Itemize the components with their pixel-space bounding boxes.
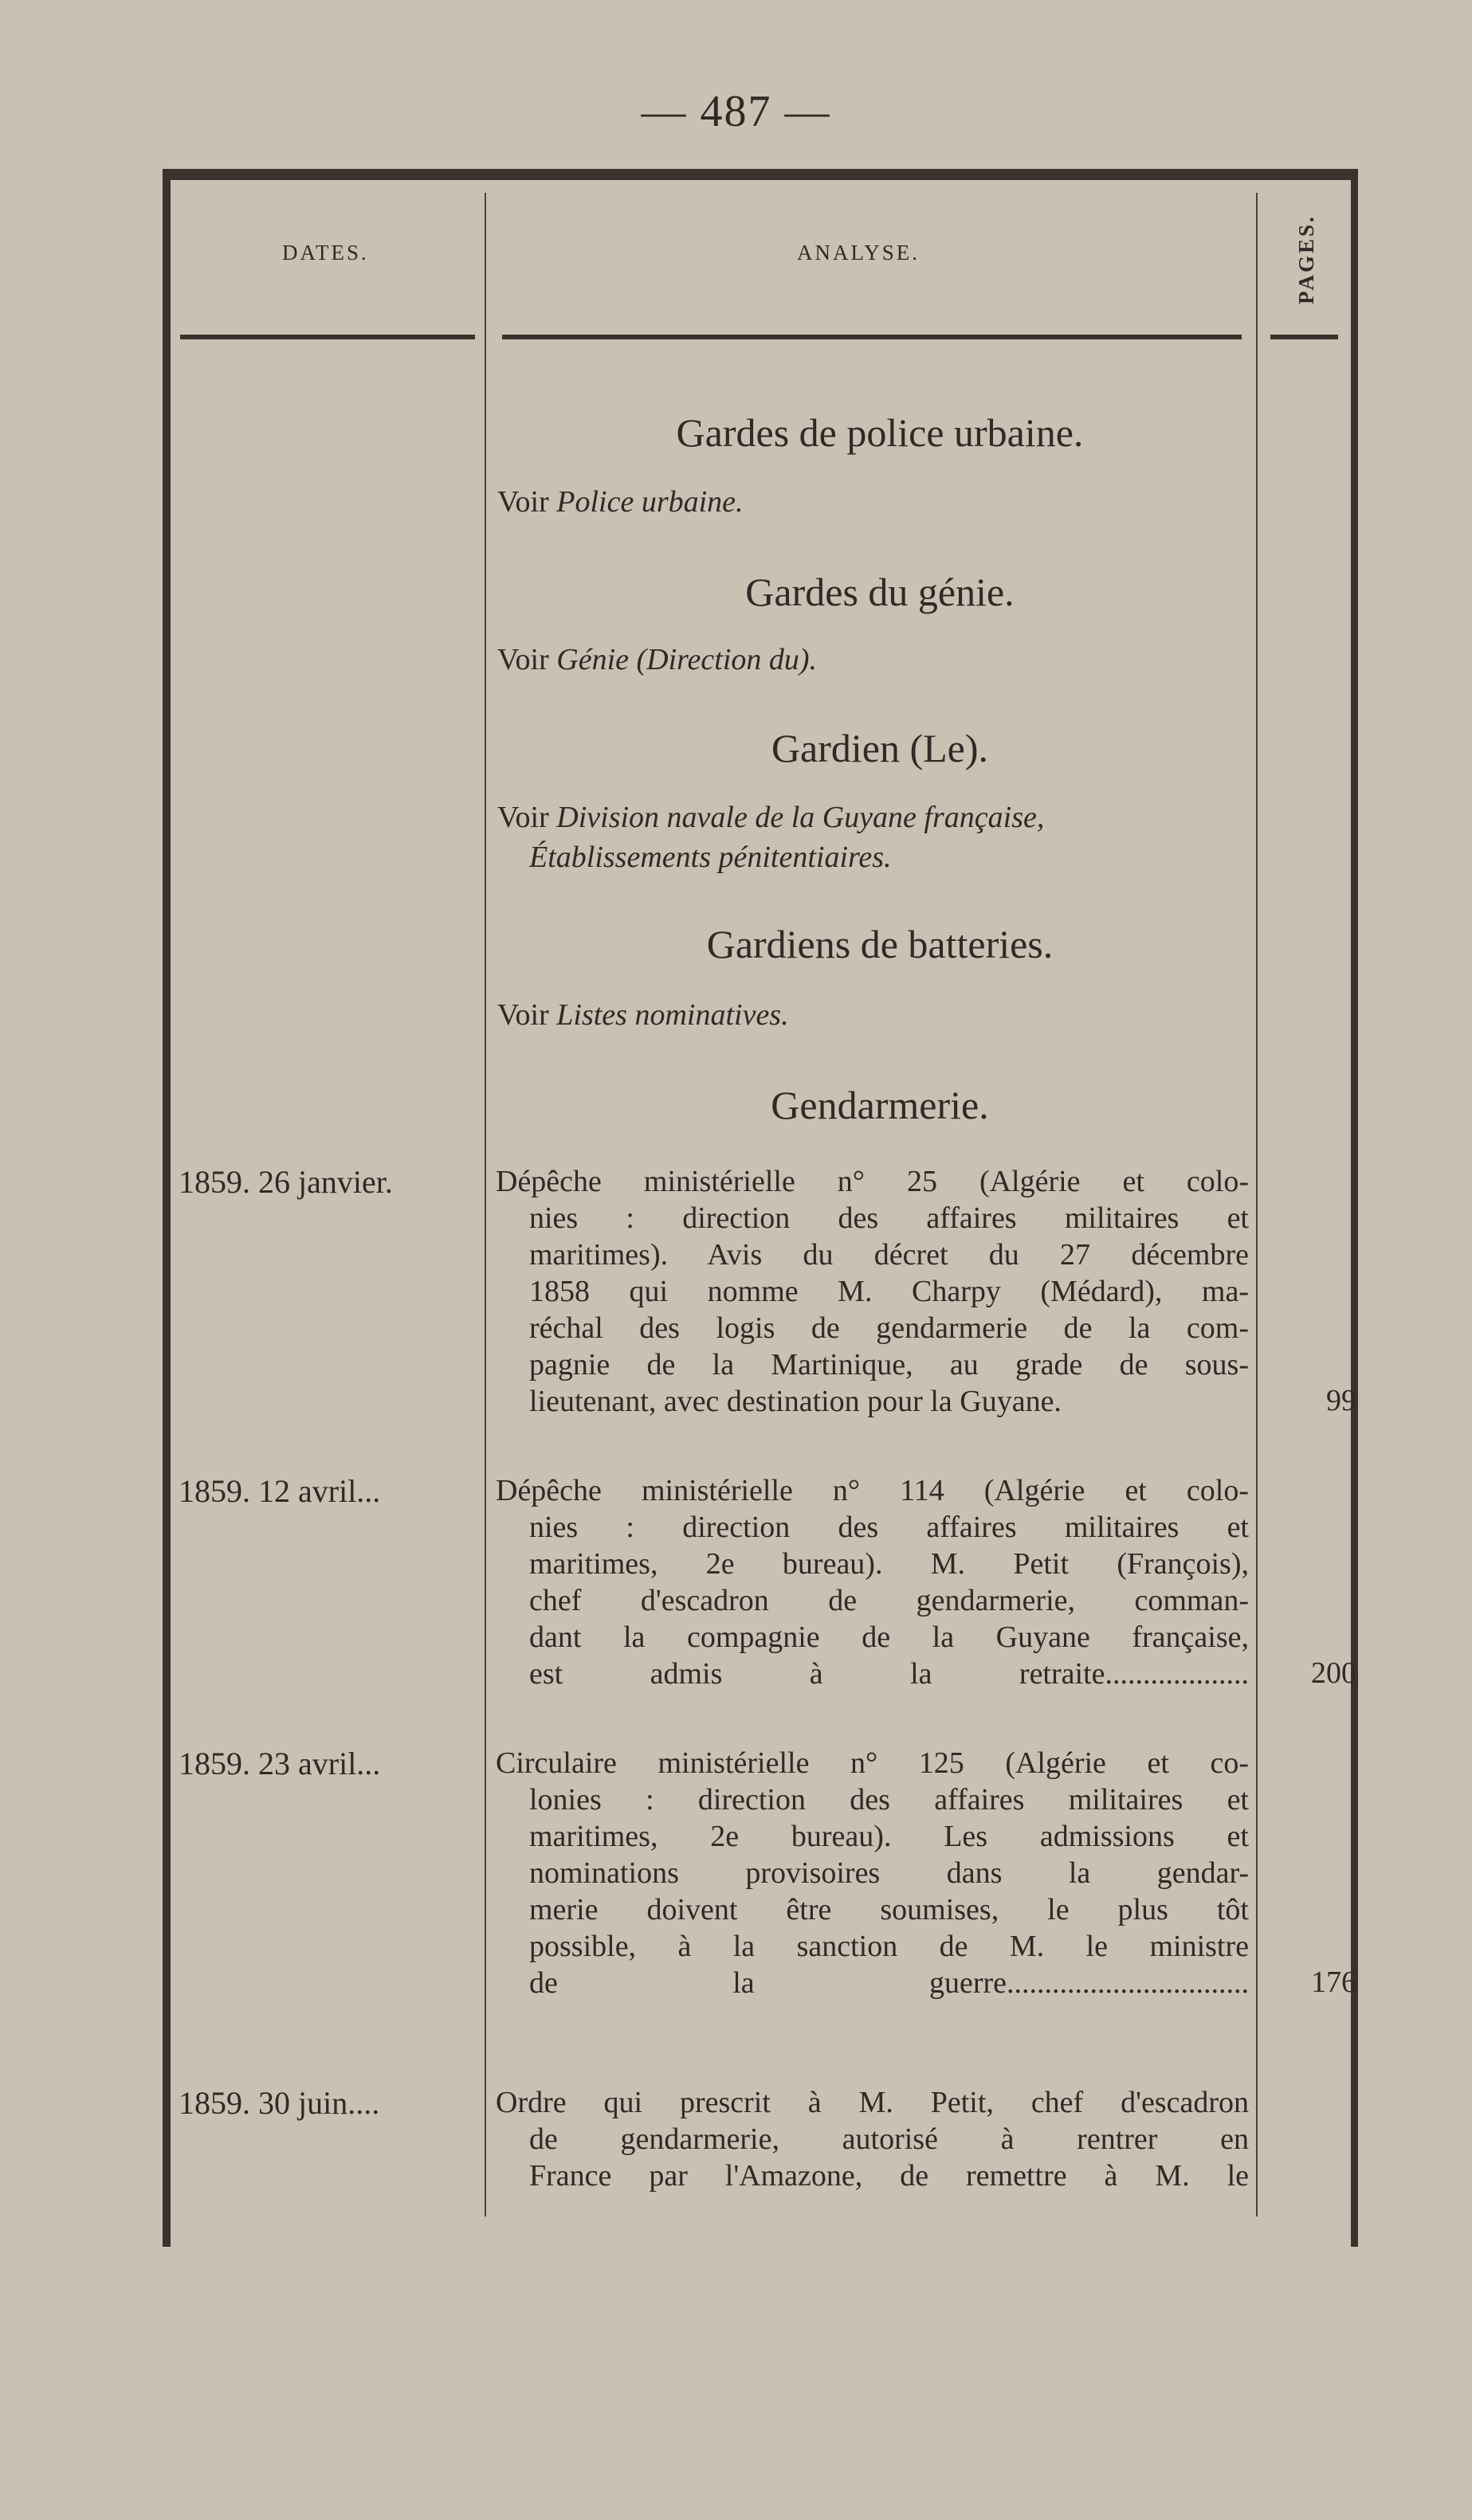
see-also-target: Police urbaine.	[556, 485, 744, 519]
entry-line: maritimes, 2e bureau). M. Petit (François),	[529, 1547, 1249, 1581]
entry-line: de la guerre................................	[529, 1966, 1249, 2000]
column-divider-dates	[485, 193, 486, 2216]
entry-line: maritimes). Avis du décret du 27 décembre	[529, 1238, 1249, 1272]
entry-line: maritimes, 2e bureau). Les admissions et	[529, 1820, 1249, 1853]
entry-analysis	[496, 1163, 1249, 1420]
section-heading: Gardien (Le).	[771, 726, 989, 770]
entry-date: 1859. 12 avril...	[179, 1473, 381, 1509]
section-heading: Gardes de police urbaine.	[676, 410, 1084, 455]
entry-line: nies : direction des affaires militaires et	[529, 1511, 1249, 1544]
entry-line: Dépêche ministérielle n° 25 (Algérie et colo-	[496, 1165, 1249, 1198]
see-also-prefix: Voir	[497, 801, 549, 834]
see-also-reference	[497, 484, 744, 519]
entry-date: 1859. 23 avril...	[179, 1746, 381, 1781]
see-also-target-continued: Établissements pénitentiaires.	[529, 841, 892, 874]
entry-line: lieutenant, avec destination pour la Guyane.	[529, 1385, 1062, 1418]
entry-line: lonies : direction des affaires militaires et	[529, 1783, 1249, 1817]
entry-line: France par l'Amazone, de remettre à M. le	[529, 2159, 1249, 2193]
see-also-reference	[497, 642, 817, 677]
see-also-target: Division navale de la Guyane française,	[556, 801, 1045, 834]
header-underline-dates	[180, 335, 475, 339]
entry-line: est admis à la retraite...................	[529, 1657, 1249, 1691]
see-also-prefix: Voir	[497, 643, 549, 676]
table-right-rule	[1351, 169, 1358, 2247]
entry-line: réchal des logis de gendarmerie de la com-	[529, 1311, 1249, 1345]
entry-page: 99	[1326, 1384, 1356, 1417]
entry-line: nies : direction des affaires militaires et	[529, 1201, 1249, 1235]
entry-line: dant la compagnie de la Guyane française,	[529, 1621, 1249, 1654]
page-number: — 487 —	[641, 87, 831, 136]
see-also-target: Génie (Direction du).	[556, 643, 818, 676]
see-also-reference	[497, 800, 1044, 835]
entry-analysis	[496, 2084, 1249, 2194]
entry-line: pagnie de la Martinique, au grade de sous-	[529, 1348, 1249, 1381]
section-heading: Gardiens de batteries.	[706, 922, 1054, 966]
entry-date: 1859. 26 janvier.	[179, 1164, 393, 1200]
column-header-analyse: ANALYSE.	[797, 241, 920, 265]
column-divider-pages	[1256, 193, 1258, 2216]
entry-line: Circulaire ministérielle n° 125 (Algérie et co-	[496, 1746, 1249, 1780]
entry-line: 1858 qui nomme M. Charpy (Médard), ma-	[529, 1275, 1249, 1308]
see-also-reference	[497, 997, 789, 1033]
entry-line: Ordre qui prescrit à M. Petit, chef d'escadron	[496, 2086, 1249, 2119]
section-heading: Gendarmerie.	[771, 1083, 989, 1127]
column-header-dates: DATES.	[282, 241, 369, 265]
entry-line: nominations provisoires dans la gendar-	[529, 1856, 1249, 1890]
entry-page: 176	[1311, 1965, 1356, 1999]
table-left-rule	[163, 169, 171, 2247]
index-table	[163, 169, 1358, 2247]
column-header-pages: PAGES.	[1294, 214, 1318, 304]
entry-analysis	[496, 1472, 1249, 1692]
entry-line: possible, à la sanction de M. le ministre	[529, 1930, 1249, 1963]
entry-line: Dépêche ministérielle n° 114 (Algérie et colo-	[496, 1474, 1249, 1507]
see-also-prefix: Voir	[497, 485, 549, 519]
header-underline-pages	[1270, 335, 1338, 339]
section-heading: Gardes du génie.	[745, 570, 1015, 614]
entry-line: merie doivent être soumises, le plus tôt	[529, 1893, 1249, 1926]
see-also-prefix: Voir	[497, 998, 549, 1032]
entry-date: 1859. 30 juin....	[179, 2085, 380, 2121]
entry-line: de gendarmerie, autorisé à rentrer en	[529, 2122, 1249, 2156]
header-underline-analyse	[502, 335, 1242, 339]
entry-analysis	[496, 1745, 1249, 2001]
table-top-rule	[163, 169, 1358, 180]
entry-line: chef d'escadron de gendarmerie, comman-	[529, 1584, 1249, 1617]
entry-page: 200	[1311, 1656, 1356, 1690]
see-also-target: Listes nominatives.	[556, 998, 789, 1032]
